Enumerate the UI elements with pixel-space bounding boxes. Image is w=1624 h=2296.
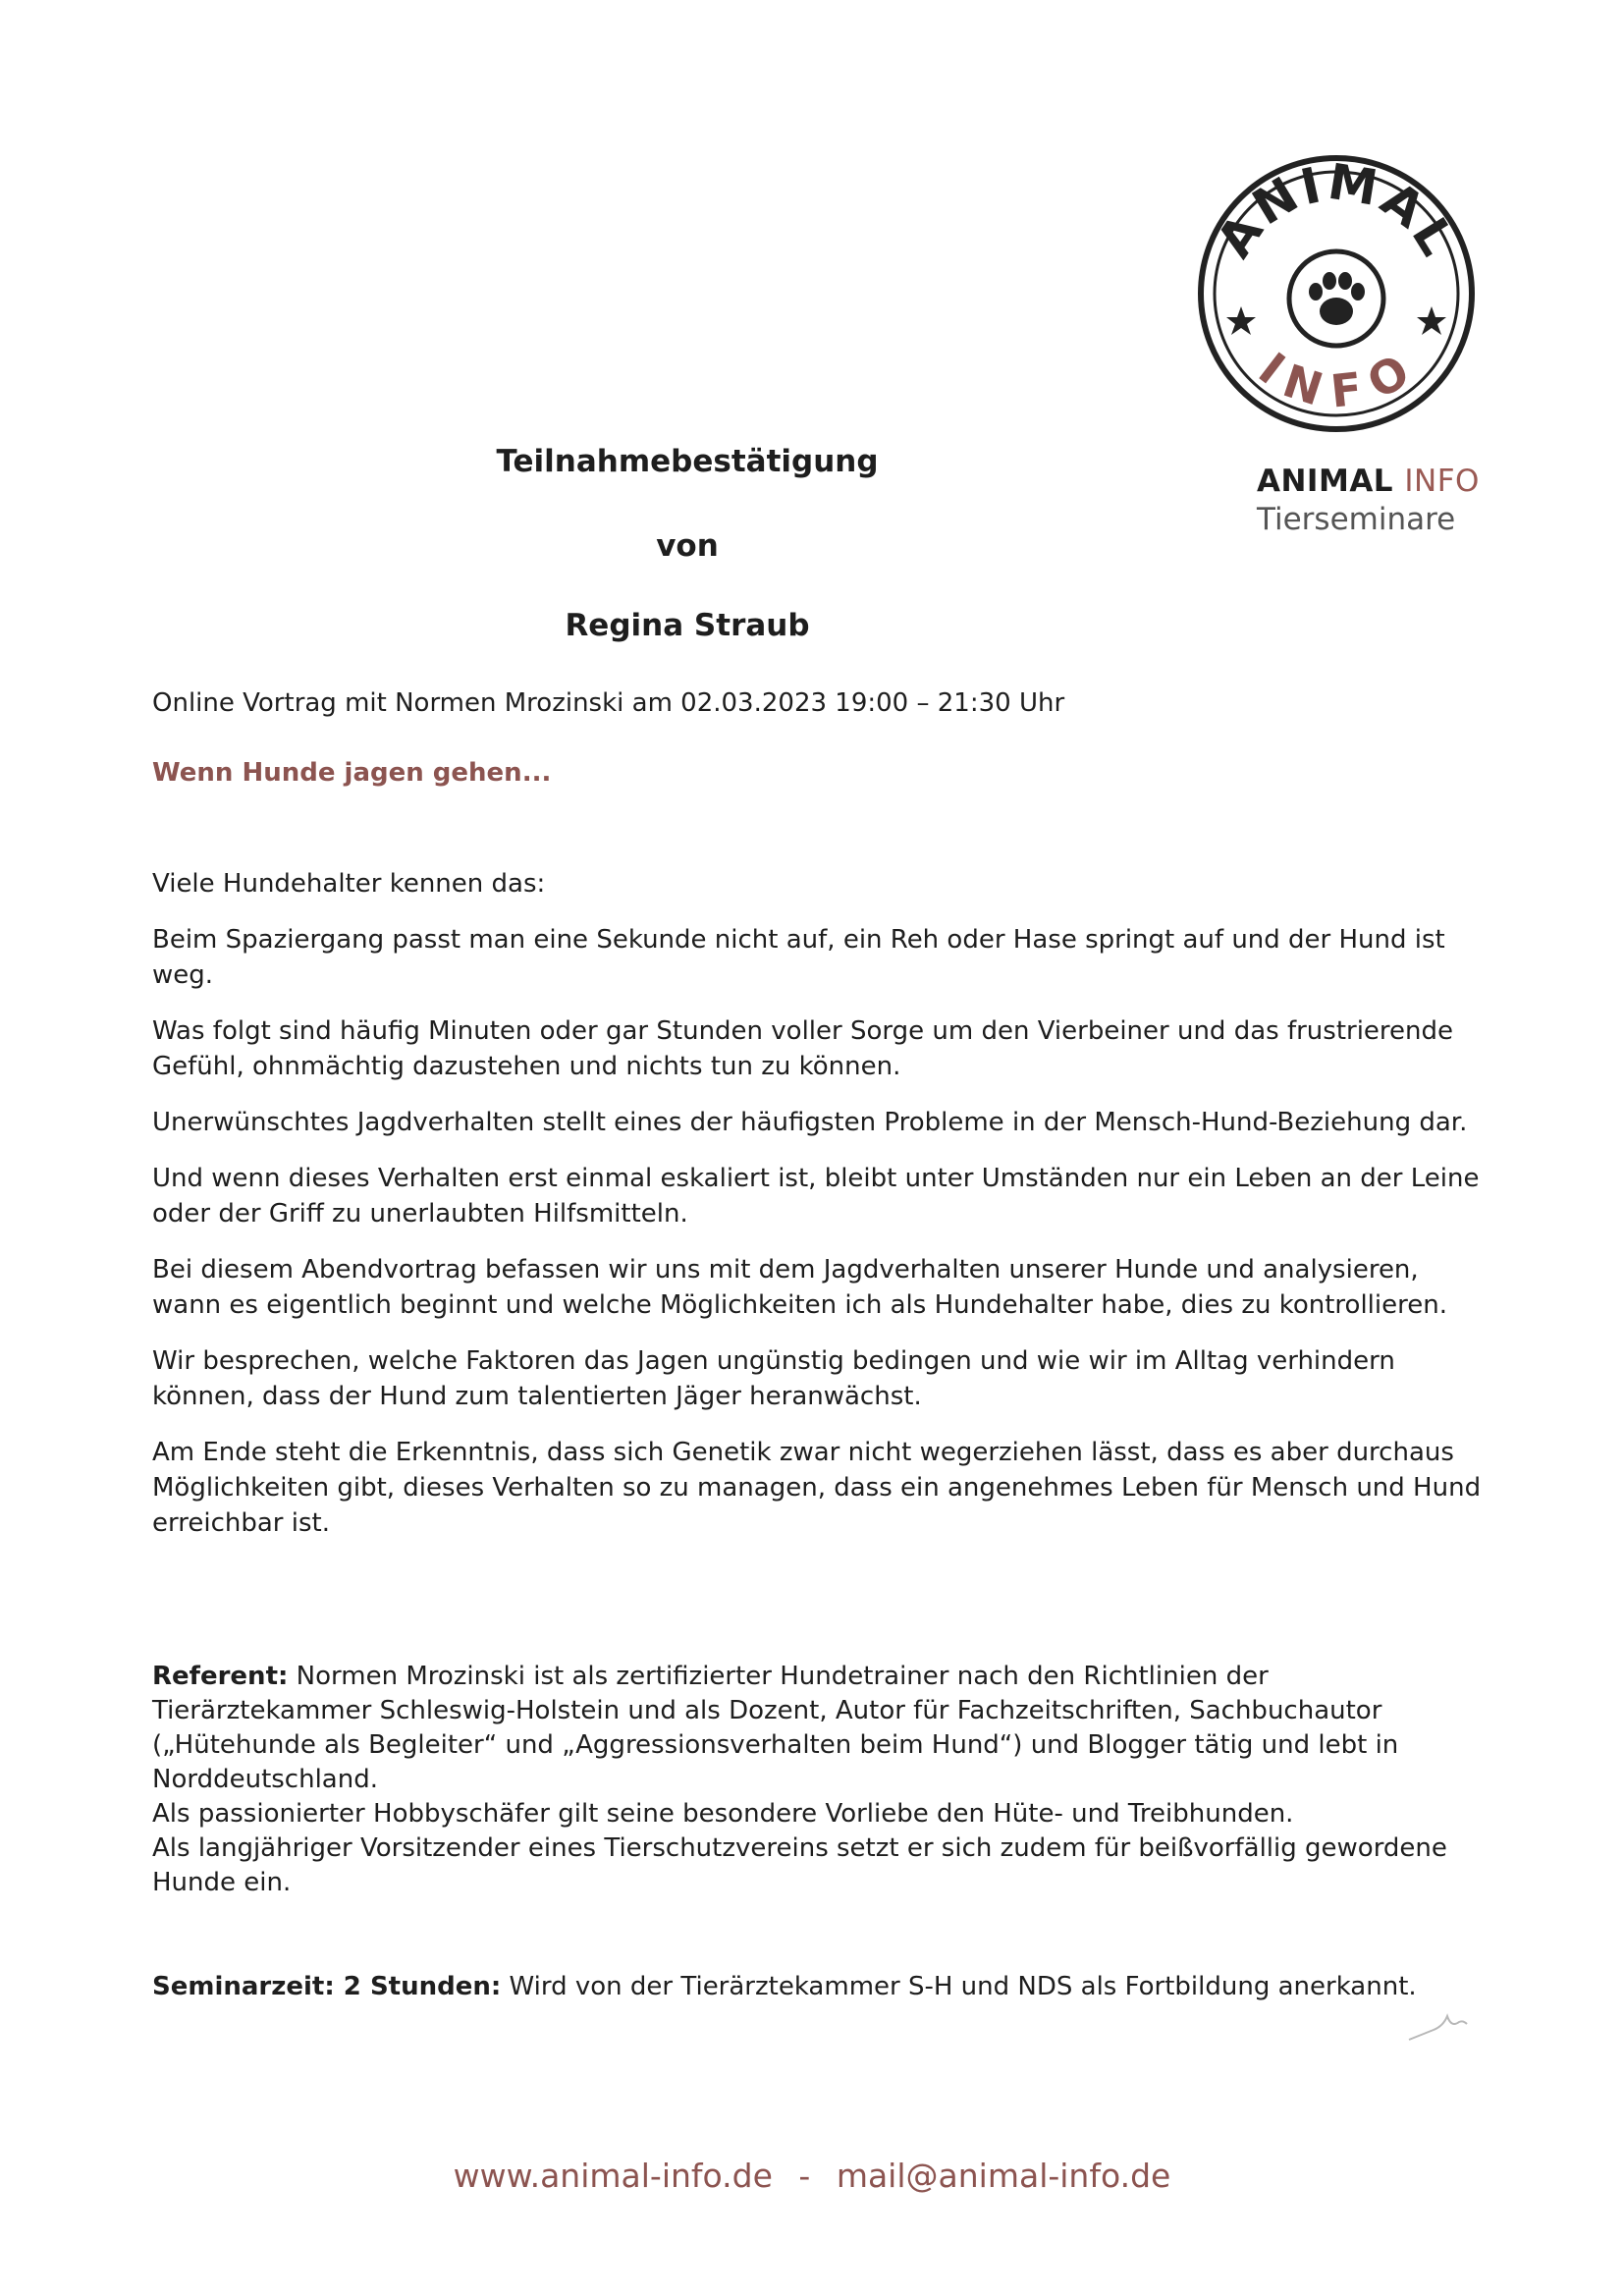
referent-section xyxy=(152,1660,1488,1900)
paragraph: Am Ende steht die Erkenntnis, dass sich Genetik zwar nicht wegerziehen lässt, dass es aber durchaus Möglichkeiten gibt, dieses Verhalten so zu managen, dass ein angenehmes Leben für Mensch und Hund erreichbar ist. xyxy=(152,1438,1482,1538)
referent-paragraph xyxy=(152,1660,1488,1797)
paragraph: Bei diesem Abendvortrag befassen wir uns mit dem Jagdverhalten unserer Hunde und analysieren, wann es eigentlich beginnt und welche Möglichkeiten ich als Hundehalter habe, dies zu kontrollieren. xyxy=(152,1255,1447,1320)
description-body xyxy=(152,866,1488,1561)
participant-name: Regina Straub xyxy=(565,608,810,643)
title-von: von xyxy=(656,528,719,564)
brand-block xyxy=(1257,462,1512,538)
referent-label: Referent: xyxy=(152,1662,289,1691)
paragraph: Wir besprechen, welche Faktoren das Jagen ungünstig bedingen und wie wir im Alltag verhindern können, dass der Hund zum talentierten Jäger heranwächst. xyxy=(152,1346,1395,1411)
email-link[interactable]: mail@animal-info.de xyxy=(836,2157,1171,2195)
svg-text:ANIMAL: ANIMAL xyxy=(1206,152,1468,268)
footer-separator: - xyxy=(798,2157,811,2195)
animal-info-logo xyxy=(1194,151,1479,436)
seminar-time xyxy=(152,1969,1488,2004)
footer-contact xyxy=(0,2157,1624,2195)
paragraph: Und wenn dieses Verhalten erst einmal eskaliert ist, bleibt unter Umständen nur ein Leben an der Leine oder der Griff zu unerlaubten Hilfsmitteln. xyxy=(152,1164,1480,1229)
brand-word-info: INFO xyxy=(1404,464,1480,499)
paragraph: Beim Spaziergang passt man eine Sekunde nicht auf, ein Reh oder Hase springt auf und der Hund ist weg. xyxy=(152,925,1445,990)
document-title: Teilnahmebestätigung xyxy=(496,444,879,479)
referent-text: Normen Mrozinski ist als zertifizierter Hundetrainer nach den Richtlinien der Tierärztekammer Schleswig-Holstein und als Dozent, Autor für Fachzeitschriften, Sachbuchautor („Hütehunde als Begleiter“ und „Aggressionsverhalten beim Hund“) und Blogger tätig und lebt in Norddeutschland. xyxy=(152,1662,1399,1794)
paragraph: Was folgt sind häufig Minuten oder gar Stunden voller Sorge um den Vierbeiner und das frustrierende Gefühl, ohnmächtig dazustehen und nichts tun zu können. xyxy=(152,1016,1454,1081)
brand-word-animal: ANIMAL xyxy=(1257,464,1394,499)
referent-line: Als langjähriger Vorsitzender eines Tierschutzvereins setzt er sich zudem für beißvorfällig gewordene Hunde ein. xyxy=(152,1833,1447,1897)
paragraph: Unerwünschtes Jagdverhalten stellt eines der häufigsten Probleme in der Mensch-Hund-Beziehung dar. xyxy=(152,1108,1468,1137)
signature-mark xyxy=(1404,2008,1473,2048)
event-topic: Wenn Hunde jagen gehen... xyxy=(152,758,552,788)
brand-subtitle: Tierseminare xyxy=(1257,502,1456,537)
svg-text:INFO: INFO xyxy=(1249,342,1421,418)
paragraph: Viele Hundehalter kennen das: xyxy=(152,869,546,899)
referent-line: Als passionierter Hobbyschäfer gilt seine besondere Vorliebe den Hüte- und Treibhunden. xyxy=(152,1799,1294,1829)
seminar-text: Wird von der Tierärztekammer S-H und NDS als Fortbildung anerkannt. xyxy=(501,1972,1417,2001)
brand-name xyxy=(1257,462,1512,501)
seminar-label: Seminarzeit: 2 Stunden: xyxy=(152,1972,502,2001)
website-link[interactable]: www.animal-info.de xyxy=(453,2157,773,2195)
event-details: Online Vortrag mit Normen Mrozinski am 02.03.2023 19:00 – 21:30 Uhr xyxy=(152,688,1065,718)
